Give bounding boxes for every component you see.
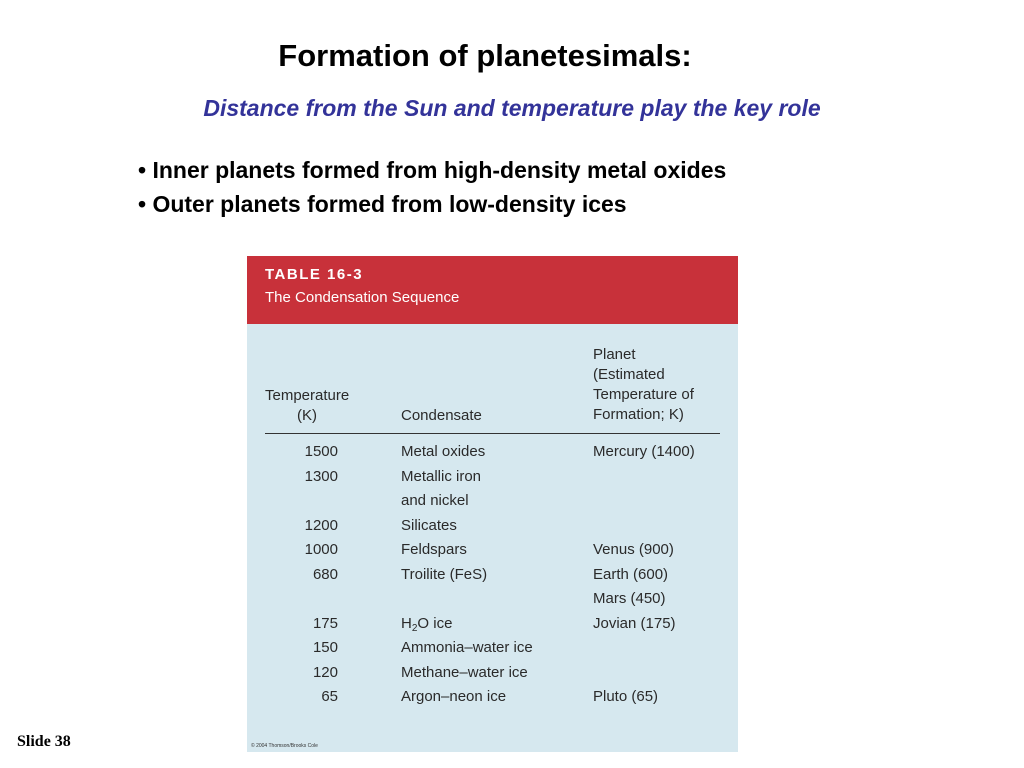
bullet-list [138,153,726,221]
cell-planet: Venus (900) [593,541,674,558]
header-planet-line1: Planet [593,346,636,363]
cell-planet: Mars (450) [593,590,666,607]
formula-subscript: 2 [411,622,418,634]
cell-temperature: 1300 [304,467,338,485]
header-temperature-line2: (K) [297,407,317,424]
slide-number: Slide 38 [17,733,71,750]
table-row [247,661,738,686]
table-header-band [247,256,738,324]
cell-planet: Jovian (175) [593,614,676,632]
cell-temperature: 175 [312,614,338,632]
cell-condensate: Metallic iron [401,467,482,485]
table-row [247,587,738,612]
cell-planet: Pluto (65) [593,688,659,705]
table-row [247,538,738,563]
cell-condensate: Ammonia–water ice [401,639,533,656]
header-planet-line2: (Estimated [593,366,665,383]
table-row [247,465,738,490]
table-row [247,440,738,465]
cell-condensate: Silicates [401,516,457,534]
cell-temperature: 1200 [304,516,338,534]
cell-temperature: 65 [321,688,338,705]
header-planet-line4: Formation; K) [593,406,684,423]
column-header-condensate: Condensate [401,407,482,424]
cell-temperature: 120 [312,663,338,681]
cell-condensate: Methane–water ice [401,663,528,681]
table-row [247,636,738,661]
table-caption: The Condensation Sequence [265,289,460,306]
formula-main: H [401,614,412,632]
cell-temperature: 1500 [304,443,338,460]
bullet-item [138,153,726,187]
copyright-credit: © 2004 Thomson/Brooks Cole [251,743,318,749]
header-temperature-line1: Temperature [265,387,350,404]
cell-temperature: 680 [312,565,338,583]
cell-condensate: and nickel [401,492,469,509]
header-divider [265,433,720,434]
bullet-text: Outer planets formed from low-density ices [152,191,627,217]
table-row [247,514,738,539]
column-header-planet [593,345,733,425]
bullet-item [138,187,726,221]
table-row [247,563,738,588]
bullet-text: Inner planets formed from high-density metal oxides [152,157,727,183]
slide-title: Formation of planetesimals: [278,38,692,73]
cell-condensate: Feldspars [401,541,467,558]
cell-temperature: 1000 [304,541,338,558]
table-row [247,612,738,637]
column-header-temperature [265,386,375,426]
table-row [247,489,738,514]
slide-subtitle: Distance from the Sun and temperature play the key role [203,95,821,121]
condensation-table [247,256,738,752]
cell-condensate: Troilite (FeS) [401,565,488,583]
table-number: TABLE 16-3 [265,266,364,283]
cell-planet: Earth (600) [593,565,669,583]
cell-condensate: Metal oxides [401,443,486,460]
table-row [247,685,738,710]
formula-rest: O ice [417,614,453,632]
header-planet-line3: Temperature of [593,386,694,403]
cell-planet: Mercury (1400) [593,443,695,460]
cell-condensate: Argon–neon ice [401,688,507,705]
cell-temperature: 150 [312,639,338,656]
